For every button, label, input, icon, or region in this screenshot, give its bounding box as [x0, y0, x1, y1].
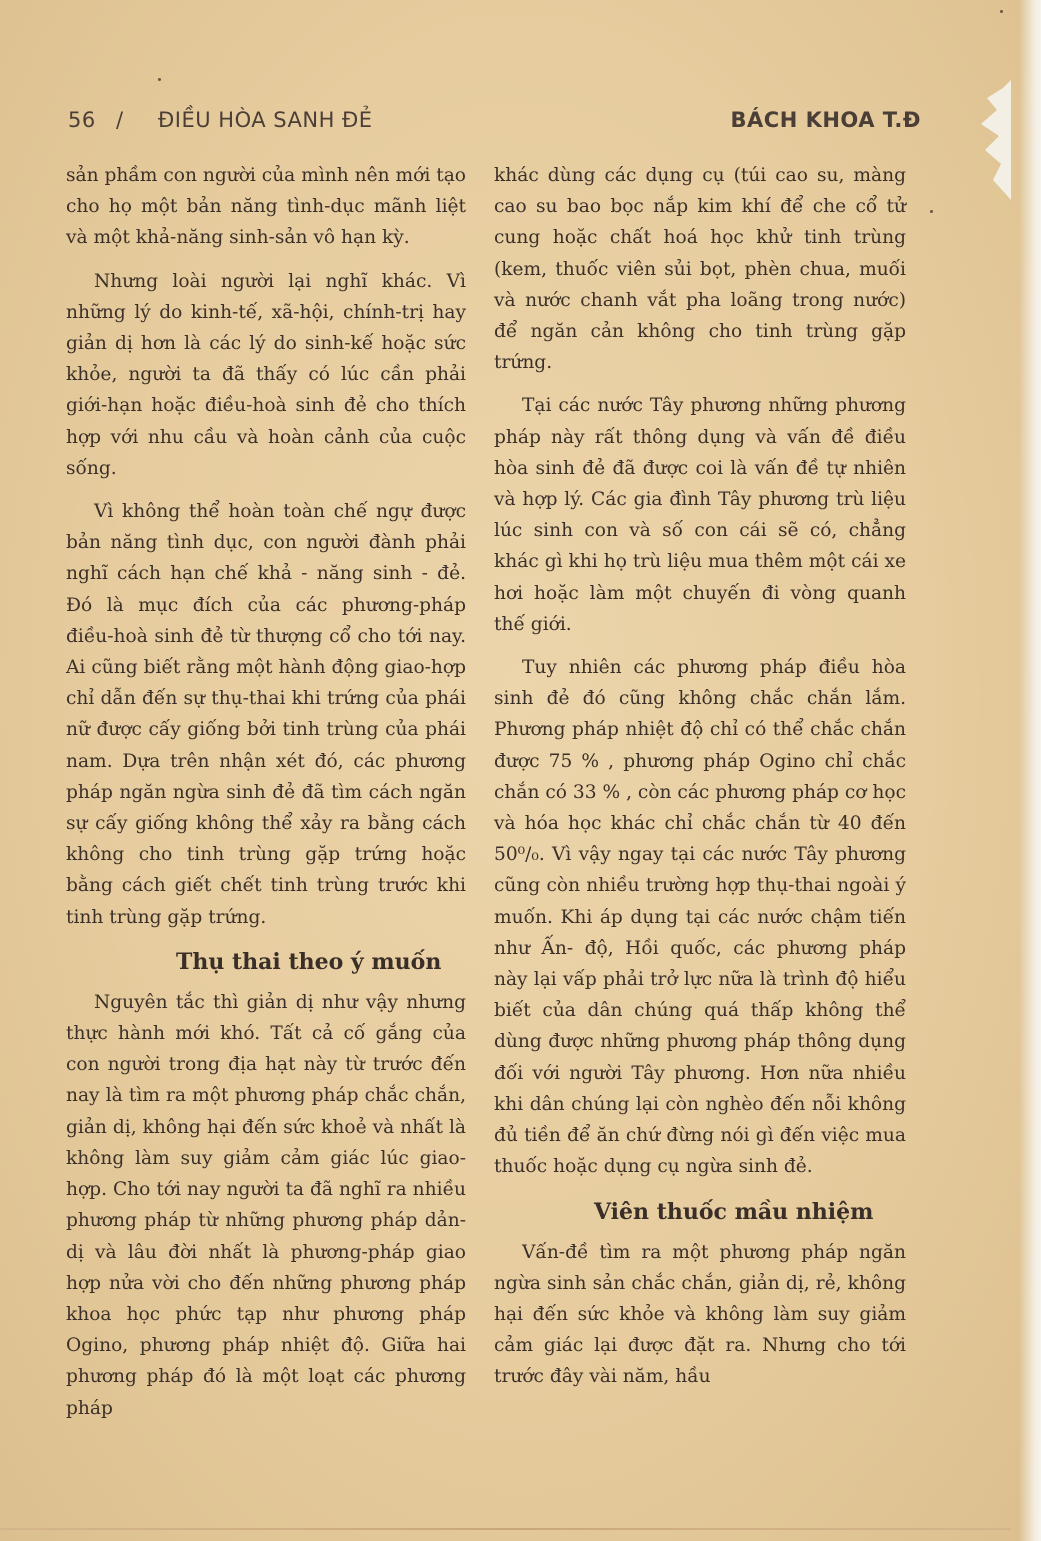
paragraph: Tại các nước Tây phương những phương pháp này rất thông dụng và vấn đề điều hòa sinh đẻ đã được coi là vấn đề tự nhiên và hợp lý. Các gia đình Tây phương trù liệu lúc sinh con và số con cái sẽ có, chẳng khác gì khi họ trù liệu mua thêm một cái xe hơi hoặc làm một chuyến đi vòng quanh thế giới. [494, 395, 906, 635]
paragraph: Vì không thể hoàn toàn chế ngự được bản năng tình dục, con người đành phải nghĩ cách hạn chế khả - năng sinh - đẻ. Đó là mục đích của các phương-pháp điều-hoà sinh đẻ từ thượng cổ cho tới nay. Ai cũng biết rằng một hành động giao-hợp chỉ dẫn đến sự thụ-thai khi trứng của phái nữ được cấy giống bởi tinh trùng của phái nam. Dựa trên nhận xét đó, các phương pháp ngăn ngừa sinh đẻ đã tìm cách ngăn sự cấy giống không thể xảy ra bằng cách không cho tinh trùng gặp trứng hoặc bằng cách giết chết tinh trùng trước khi tinh trùng gặp trứng. [66, 501, 466, 928]
print-speck [158, 78, 161, 81]
page-edge [1019, 0, 1041, 1541]
page-header [68, 108, 921, 142]
section-heading: Thụ thai theo ý muốn [176, 948, 442, 975]
paragraph: Vấn-đề tìm ra một phương pháp ngăn ngừa sinh sản chắc chắn, giản dị, rẻ, không hại đến sức khỏe và không làm suy giảm cảm giác lại được đặt ra. Nhưng cho tới trước đây vài năm, hầu [494, 1241, 906, 1388]
paragraph: Nguyên tắc thì giản dị như vậy nhưng thực hành mới khó. Tất cả cố gắng của con người trong địa hạt này từ trước đến nay là tìm ra một phương pháp chắc chắn, giản dị, không hại đến sức khoẻ và nhất là không làm suy giảm cảm giác lúc giao-hợp. Cho tới nay người ta đã nghĩ ra nhiều phương pháp từ những phương pháp dản-dị và lâu đời nhất là phương-pháp giao hợp nửa vời cho đến những phương pháp khoa học phức tạp như phương pháp Ogino, phương pháp nhiệt độ. Giữa hai phương pháp đó là một loạt các phương pháp [66, 991, 466, 1419]
section-title: ĐIỀU HÒA SANH ĐẺ [158, 108, 373, 132]
header-separator: / [116, 108, 124, 132]
section-heading: Viên thuốc mầu nhiệm [594, 1198, 874, 1225]
print-speck [1000, 10, 1003, 13]
right-column [494, 160, 906, 1405]
paragraph: Nhưng loài người lại nghĩ khác. Vì những lý do kinh-tế, xã-hội, chính-trị hay giản dị hơn là các lý do sinh-kế hoặc sức khỏe, người ta đã thấy có lúc cần phải giới-hạn hoặc điều-hoà sinh đẻ cho thích hợp với nhu cầu và hoàn cảnh của cuộc sống. [66, 270, 466, 479]
running-title: BÁCH KHOA T.Đ [730, 108, 921, 132]
paragraph: khác dùng các dụng cụ (túi cao su, màng cao su bao bọc nắp kim khí để che cổ tử cung hoặc chất hoá học khử tinh trùng (kem, thuốc viên sủi bọt, phèn chua, muối và nước chanh vắt pha loãng trong nước) để ngăn cản không cho tinh trùng gặp trứng. [494, 165, 906, 374]
left-column [66, 160, 466, 1436]
page-bottom-edge [0, 1528, 1011, 1530]
print-speck [930, 210, 933, 213]
torn-corner [941, 80, 1011, 200]
page-number: 56 [68, 108, 96, 132]
paragraph: sản phầm con người của mình nên mới tạo cho họ một bản năng tình-dục mãnh liệt và một khả-năng sinh-sản vô hạn kỳ. [66, 165, 466, 249]
paragraph: Tuy nhiên các phương pháp điều hòa sinh đẻ đó cũng không chắc chắn lắm. Phương pháp nhiệt độ chỉ có thể chắc chắn được 75 % , phương pháp Ogino chỉ chắc chắn có 33 % , còn các phương pháp cơ học và hóa học khác chỉ chắc chắn từ 40 đến 50⁰/₀. Vì vậy ngay tại các nước Tây phương cũng còn nhiều trường hợp thụ-thai ngoài ý muốn. Khi áp dụng tại các nước chậm tiến như Ấn- độ, Hồi quốc, các phương pháp này lại vấp phải trở lực nữa là trình độ hiểu biết của dân chúng quá thấp không thể dùng được những phương pháp thông dụng đối với người Tây phương. Hơn nữa nhiều khi dân chúng lại còn nghèo đến nỗi không đủ tiền để ăn chứ đừng nói gì đến việc mua thuốc hoặc dụng cụ ngừa sinh đẻ. [494, 657, 906, 1178]
